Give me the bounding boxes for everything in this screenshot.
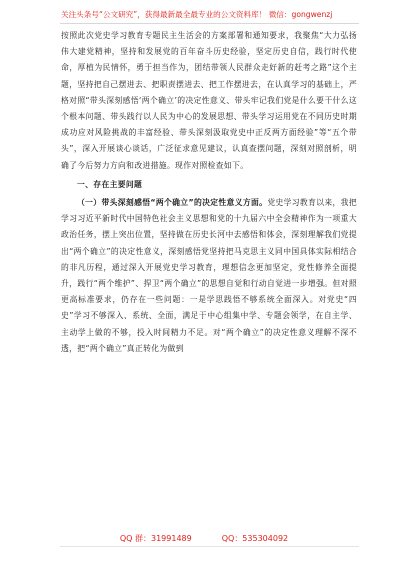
header-notice: 关注头条号“公文研究”，获得最新最全最专业的公文资料库！ 微信：gongwenzj bbox=[61, 10, 333, 19]
sub-section-text: 党史学习教育以来，我把学习习近平新时代中国特色社会主义思想和党的十九届六中全会精神作为一项重大政治任务，摆上突出位置，坚持做在历史长河中去感悟和体会，深刻理解我们党提出“两个确立”的决定性意义，深刻感悟党坚持把马克思主义同中国具体实际相结合的非凡历程，通过深入开展党史学习教育，理想信念更加坚定，党性修养全面提升，践行“两个维护”、捍卫“两个确立”的思想自觉和行动自觉进一步增强。但对照更高标准要求，仍存在一些问题：一是学思践悟不够系统全面深入。对党史“四史”学习不够深入、系统、全面，满足于中心组集中学、专题会领学，在自主学、主动学上做的不够，投入时间精力不足。对“两个确立”的决定性意义理解不深不透，把“两个确立”真正转化为做到 bbox=[61, 198, 357, 353]
sub-section-paragraph bbox=[61, 195, 357, 357]
footer-contact bbox=[0, 533, 408, 544]
document-body bbox=[61, 28, 357, 357]
footer-divider bbox=[60, 546, 359, 547]
intro-paragraph: 按照此次党史学习教育专题民主生活会的方案部署和通知要求，我聚焦“大力弘扬伟大建党精神，坚持和发展党的百年奋斗历史经验，坚定历史自信，践行时代使命，厚植为民情怀，勇于担当作为，团结带领人民群众走好新的赶考之路”这个主题，坚持把自己摆进去、把职责摆进去、把工作摆进去，在认真学习的基础上，严格对照“带头深刻感悟‘两个确立’的决定性意义、带头牢记我们党是什么要干什么这个根本问题、带头践行以人民为中心的发展思想、带头学习运用党在不同历史时期成功应对风险挑战的丰富经验、带头深刻汲取党史中正反两方面经验”等“五个带头”，深入开展谈心谈话，广泛征求意见建议，认真查摆问题，深刻对照剖析，明确了今后努力方向和改进措施。现作对照检查如下。 bbox=[61, 31, 357, 170]
sub-section-heading: （一）带头深刻感悟“两个确立”的决定性意义方面。 bbox=[77, 198, 268, 208]
qq-group-number: QQ 群：31991489 bbox=[119, 534, 192, 543]
qq-number: QQ：535304092 bbox=[221, 534, 289, 543]
section-heading: 一、存在主要问题 bbox=[77, 179, 143, 189]
header-divider bbox=[60, 23, 359, 24]
